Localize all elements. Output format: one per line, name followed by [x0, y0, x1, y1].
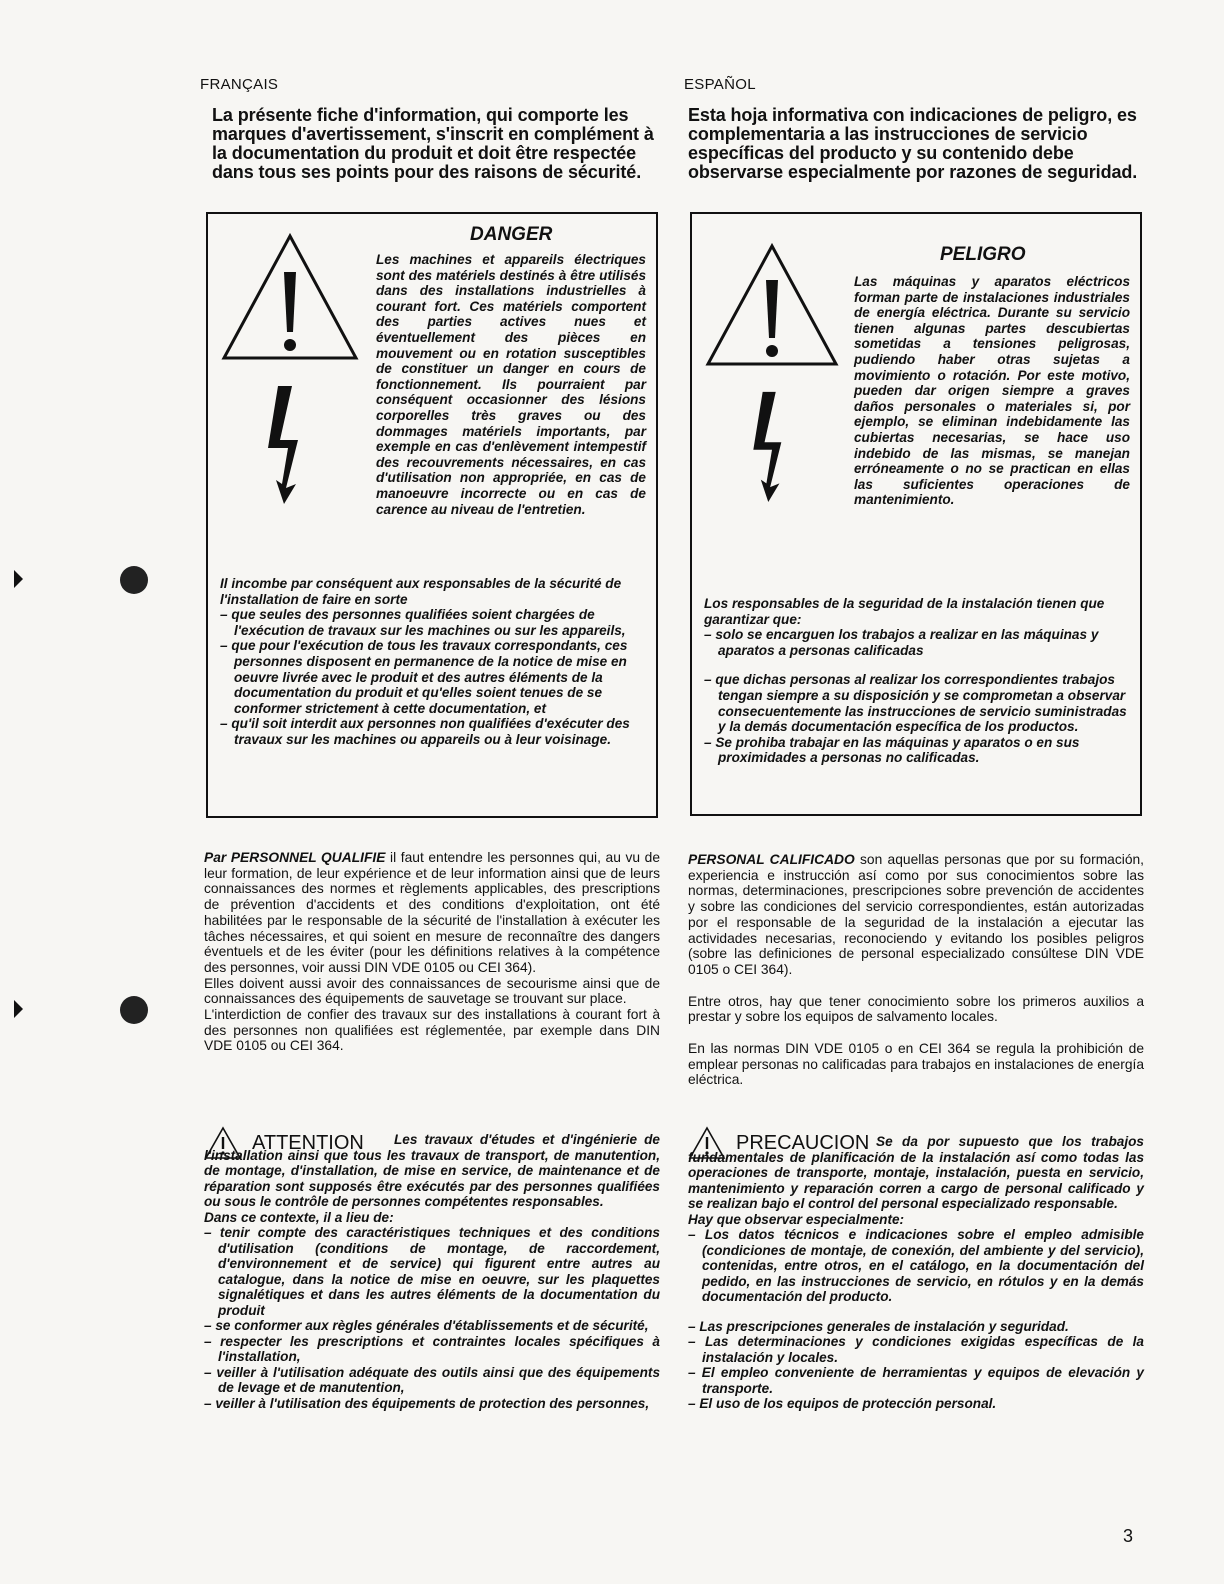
french-qualified-text: il faut entendre les personnes qui, au vu de leur formation, de leur expérience et de leur information ainsi que de leurs connaissances des normes et règlements applicables, des prescriptions de prévention d'accidents et des conditions d'exploitation, ont été habilitées par le responsable de la sécurité de l'installation à exécuter les tâches nécessaires, et qui soient en mesure de reconnaître des dangers éventuels et de les éviter (pour les définitions relatives à la compétence des personnes, voir aussi DIN VDE 0105 ou CEI 364). [204, 850, 661, 975]
spanish-attention-item: – Los datos técnicos e indicaciones sobre el empleo admisible (condiciones de montaje, de conexión, del ambiente y del servicio), contenidas, entre otros, en el catálogo, en la documentación del pedido, en las instrucciones de servicio, en rótulos y en la demás documentación del producto. [688, 1227, 1144, 1304]
spanish-danger-box [690, 212, 1142, 816]
spanish-danger-lead: Los responsables de la seguridad de la instalación tienen que garantizar que: [704, 596, 1105, 627]
punch-hole-bottom [120, 996, 148, 1024]
punch-hole-top [120, 566, 148, 594]
spanish-attention-lead: Hay que observar especialmente: [688, 1211, 905, 1227]
spanish-danger-text: Las máquinas y aparatos eléctricos forman parte de instalaciones industriales de energía eléctrica. Durante su servicio tienen algunas partes descubiertas sometidas a tensiones peligrosas, pudiendo haber otras sujetas a movimiento o rotación. Por este motivo, pueden dar origen siempre a graves daños personales o materiales si, por ejemplo, se eliminan indebidamente las cubiertas necesarias, se hace uso indebido de las mismas, se manejan erróneamente o no se practican en ellas las suficientes operaciones de mantenimiento. [854, 274, 1130, 508]
french-attention-label: ATTENTION [252, 1132, 364, 1154]
spanish-attention-item: – El uso de los equipos de protección personal. [688, 1396, 997, 1411]
french-qualified-p3: L'interdiction de confier des travaux sur des installations à courant fort à des personnes non qualifiées est réglementée, par exemple dans DIN VDE 0105 ou CEI 364. [204, 1007, 660, 1054]
french-attention-item: – veiller à l'utilisation adéquate des outils ainsi que des équipements de levage et de manutention, [204, 1364, 660, 1395]
french-attention-body [204, 1132, 660, 1411]
french-attention-lead: Dans ce contexte, il a lieu de: [204, 1209, 394, 1225]
page-number: 3 [1123, 1526, 1134, 1546]
french-danger-title: DANGER [470, 224, 553, 245]
spanish-attention-item: – Las determinaciones y condiciones exigidas específicas de la instalación y locales. [688, 1334, 1144, 1365]
lightning-bolt-icon [258, 384, 318, 504]
spanish-attention-item: – Las prescripciones generales de instalación y seguridad. [688, 1318, 1069, 1334]
french-danger-item: – que pour l'exécution de tous les travaux correspondants, ces personnes disposent en permanence de la notice de mise en oeuvre livrée avec le produit et des autres éléments de la documentation du produit et qu'elles soient tenues de se conformer strictement à cette documentation, et [220, 638, 628, 716]
french-danger-text: Les machines et appareils électriques sont des matériels destinés à être utilisés dans des installations industrielles à courant fort. Ces matériels comportent des parties actives nues et éventuellement des pièces en mouvement ou en rotation susceptibles de constituer un danger en cours de fonctionnement. Ils pourraient par conséquent occasionner des lésions corporelles très graves ou des dommages matériels importants, par exemple en cas d'enlèvement intempestif des recouvrements nécessaires, en cas d'utilisation non appropriée, en cas de manoeuvre incorrecte ou en cas de carence au niveau de l'entretien. [376, 252, 646, 517]
spanish-attention-item: – El empleo conveniente de herramientas y equipos de elevación y transporte. [688, 1365, 1144, 1396]
french-attention-item: – respecter les prescriptions et contraintes locales spécifiques à l'installation, [204, 1333, 660, 1364]
french-qualified-personnel [204, 850, 660, 1054]
warning-triangle-icon [704, 242, 840, 368]
spanish-attention-body [688, 1134, 1144, 1412]
spanish-danger-lower [704, 596, 1128, 766]
spanish-intro: Esta hoja informativa con indicaciones de peligro, es complementaria a las instrucciones de servicio específicas del producto y su contenido debe observarse especialmente por razones de seguridad. [688, 105, 1138, 182]
spanish-qualified-p2: Entre otros, hay que tener conocimiento sobre los primeros auxilios a prestar y sobre los equipos de salvamento locales. [688, 993, 1144, 1025]
french-attention-item: – veiller à l'utilisation des équipements de protection des personnes, [204, 1395, 650, 1411]
spanish-attention-label: PRECAUCION [736, 1132, 870, 1154]
french-attention-text: Les travaux d'études et d'ingénierie de l'installation ainsi que tous les travaux de transport, de manutention, de montage, d'installation, de mise en service, de maintenance et de réparation sont supposés être exécutés par des personnes qualifiées ou sous le contrôle de personnes compétentes responsables. [204, 1132, 660, 1209]
spanish-qualified-personnel [688, 852, 1144, 1088]
french-danger-item: – qu'il soit interdit aux personnes non qualifiées d'exécuter des travaux sur les machines ou appareils ou à leur voisinage. [220, 716, 630, 747]
french-danger-lower [220, 576, 644, 748]
warning-triangle-icon [220, 232, 360, 362]
french-attention-item: – se conformer aux règles générales d'établissements et de sécurité, [204, 1318, 649, 1333]
spanish-language-heading: ESPAÑOL [684, 76, 756, 93]
french-intro: La présente fiche d'information, qui comporte les marques d'avertissement, s'inscrit en complément à la documentation du produit et doit être respectée dans tous ses points pour des raisons de sécurité. [212, 105, 654, 182]
lightning-bolt-icon [744, 390, 800, 502]
french-danger-item: – que seules des personnes qualifiées soient chargées de l'exécution de travaux sur les machines ou sur les appareils, [220, 607, 626, 638]
spanish-attention-text: Se da por supuesto que los trabajos fundamentales de planificación de la instalación así como todas las operaciones de transporte, montaje, instalación, puesta en servicio, mantenimiento y reparación corren a cargo de personal calificado y se realizan bajo el control del personal especializado responsable. [688, 1134, 1144, 1211]
spanish-danger-title: PELIGRO [940, 244, 1026, 265]
french-qualified-term: Par PERSONNEL QUALIFIE [204, 850, 386, 865]
french-language-heading: FRANÇAIS [200, 76, 279, 93]
french-qualified-p2: Elles doivent aussi avoir des connaissances de secourisme ainsi que de connaissances des équipements de sauvetage se trouvant sur place. [204, 975, 660, 1007]
french-danger-box [206, 212, 658, 818]
spanish-danger-item: – que dichas personas al realizar los correspondientes trabajos tengan siempre a su disposición y se comprometan a observar consecuentemente las instrucciones de servicio suministradas y la demás documentación específica de los productos. [704, 672, 1127, 735]
spanish-qualified-p3: En las normas DIN VDE 0105 o en CEI 364 se regula la prohibición de emplear personas no calificadas para trabajos en instalaciones de energía eléctrica. [688, 1041, 1144, 1088]
french-danger-lead: Il incombe par conséquent aux responsables de la sécurité de l'installation de faire en sorte [220, 576, 622, 607]
margin-arrow-bottom [14, 1000, 23, 1018]
spanish-danger-item: – solo se encarguen los trabajos a realizar en las máquinas y aparatos a personas calificadas [704, 627, 1099, 658]
french-attention-item: – tenir compte des caractéristiques techniques et des conditions d'utilisation (conditions de montage, de raccordement, d'environnement et de service) qui figurent entre autres au catalogue, dans la notice de mise en oeuvre, sur les plaquettes signalétiques et dans les autres éléments de la documentation du produit [204, 1225, 660, 1318]
margin-arrow-top [14, 570, 23, 588]
spanish-qualified-text: son aquellas personas que por su formación, experiencia e instrucción así como por sus conocimientos sobre las normas, determinaciones, prescripciones sobre prevención de accidentes y sobre las condiciones del servicio correspondientes, están autorizadas por el responsable de la seguridad de la instalación a ejecutar las actividades necesarias, reconociendo y evitando los posibles peligros (sobre las definiciones de personal especializado consúltese DIN VDE 0105 o CEI 364). [688, 852, 1144, 977]
spanish-danger-item: – Se prohiba trabajar en las máquinas y aparatos o en sus proximidades a personas no calificadas. [704, 734, 1080, 766]
spanish-qualified-term: PERSONAL CALIFICADO [688, 852, 855, 867]
